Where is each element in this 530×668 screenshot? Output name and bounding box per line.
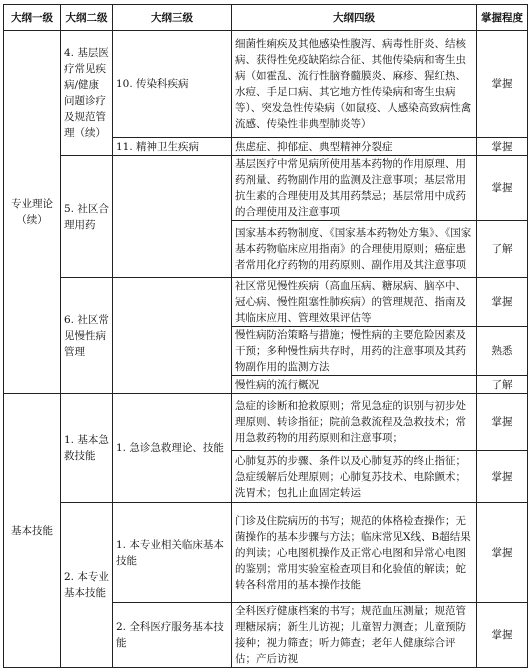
level3-cell: 10. 传染科疾病 [113, 31, 232, 138]
table-row [4, 31, 528, 138]
level4-cell: 慢性病防治策略与措施；慢性病的主要危险因素及干预；多种慢性病共存时，用药的注意事项及其药物副作用的监测方法 [232, 327, 477, 376]
mastery-cell: 掌握 [477, 156, 528, 221]
level4-cell: 全科医疗健康档案的书写；规范血压测量；规范管理糖尿病；新生儿访视；儿童智力测查；儿童预防接种；视力筛查；听力筛查；老年人健康综合评估；产后访视 [232, 603, 477, 668]
header-mastery: 掌握程度 [477, 5, 528, 31]
mastery-cell: 了解 [477, 376, 528, 394]
level4-cell: 门诊及住院病历的书写；规范的体格检查操作；无菌操作的基本步骤与方法；临床常见X线、B超结果的判读；心电图机操作及正常心电图和异常心电图的鉴别；常用实验室检查项目和化验值的解读；蛇转各科常用的基本操作技能 [232, 503, 477, 603]
table-row [4, 394, 528, 451]
level3-cell: 1. 本专业相关临床基本技能 [113, 503, 232, 603]
level4-cell: 国家基本药物制度、《国家基本药物处方集》、《国家基本药物临床应用指南》的合理使用原则；癌症患者常用化疗药物的用药原则、副作用及其注意事项 [232, 221, 477, 278]
header-level2: 大纲二级 [61, 5, 113, 31]
level2-cell: 4. 基层医疗常见疾病/健康问题诊疗及规范管理（续） [61, 31, 113, 156]
level4-cell: 基层医疗中常见病所使用基本药物的作用原理、用药剂量、药物副作用的监测及注意事项；基层常用抗生素的合理使用及其用药禁忌；基层常用中成药的合理使用及注意事项 [232, 156, 477, 221]
table-row [4, 503, 528, 603]
header-level4: 大纲四级 [232, 5, 477, 31]
mastery-cell: 掌握 [477, 451, 528, 503]
level3-cell-empty [113, 278, 232, 394]
table-row [4, 278, 528, 327]
level4-cell: 慢性病的流行概况 [232, 376, 477, 394]
level2-cell: 1. 基本急救技能 [61, 394, 113, 503]
level4-cell: 细菌性痢疾及其他感染性腹泻、病毒性肝炎、结核病、获得性免疫缺陷综合征、其他传染病和寄生虫病（如霍乱、流行性脑脊髓膜炎、麻疹、猩红热、水痘、手足口病、其它地方性传染病和寄生虫病等）、突发急性传染病（如鼠疫、人感染高致病性禽流感、传染性非典型肺炎等） [232, 31, 477, 138]
mastery-cell: 了解 [477, 221, 528, 278]
header-level3: 大纲三级 [113, 5, 232, 31]
syllabus-table [3, 4, 528, 668]
mastery-cell: 掌握 [477, 138, 528, 156]
section-professional-theory: 专业理论（续） [4, 31, 61, 394]
level2-cell: 5. 社区合理用药 [61, 156, 113, 278]
mastery-cell: 熟悉 [477, 327, 528, 376]
level4-cell: 社区常见慢性疾病（高血压病、糖尿病、脑卒中、冠心病、慢性阻塞性肺疾病）的管理规范、指南及其临床应用、管理效果评估等 [232, 278, 477, 327]
level2-cell: 2. 本专业基本技能 [61, 503, 113, 668]
table-row [4, 156, 528, 221]
mastery-cell: 掌握 [477, 278, 528, 327]
level4-cell: 焦虑症、抑郁症、典型精神分裂症 [232, 138, 477, 156]
header-level1: 大纲一级 [4, 5, 61, 31]
header-row [4, 5, 528, 31]
section-basic-skills: 基本技能 [4, 394, 61, 668]
level2-cell: 6. 社区常见慢性病管理 [61, 278, 113, 394]
level3-cell: 1. 急诊急救理论、技能 [113, 394, 232, 503]
level4-cell: 急症的诊断和抢救原则；常见急症的识别与初步处理原则、转诊指征；院前急救流程及急救技术；常用急救药物的用药原则和注意事项； [232, 394, 477, 451]
level3-cell: 2. 全科医疗服务基本技能 [113, 603, 232, 668]
level3-cell-empty [113, 156, 232, 278]
level3-cell: 11. 精神卫生疾病 [113, 138, 232, 156]
mastery-cell: 掌握 [477, 394, 528, 451]
mastery-cell: 掌握 [477, 31, 528, 138]
mastery-cell: 掌握 [477, 603, 528, 668]
level4-cell: 心肺复苏的步骤、条件以及心肺复苏的终止指征；急症缓解后处理原则；心肺复苏技术、电除颤术；洗胃术；包扎止血固定转运 [232, 451, 477, 503]
mastery-cell: 掌握 [477, 503, 528, 603]
